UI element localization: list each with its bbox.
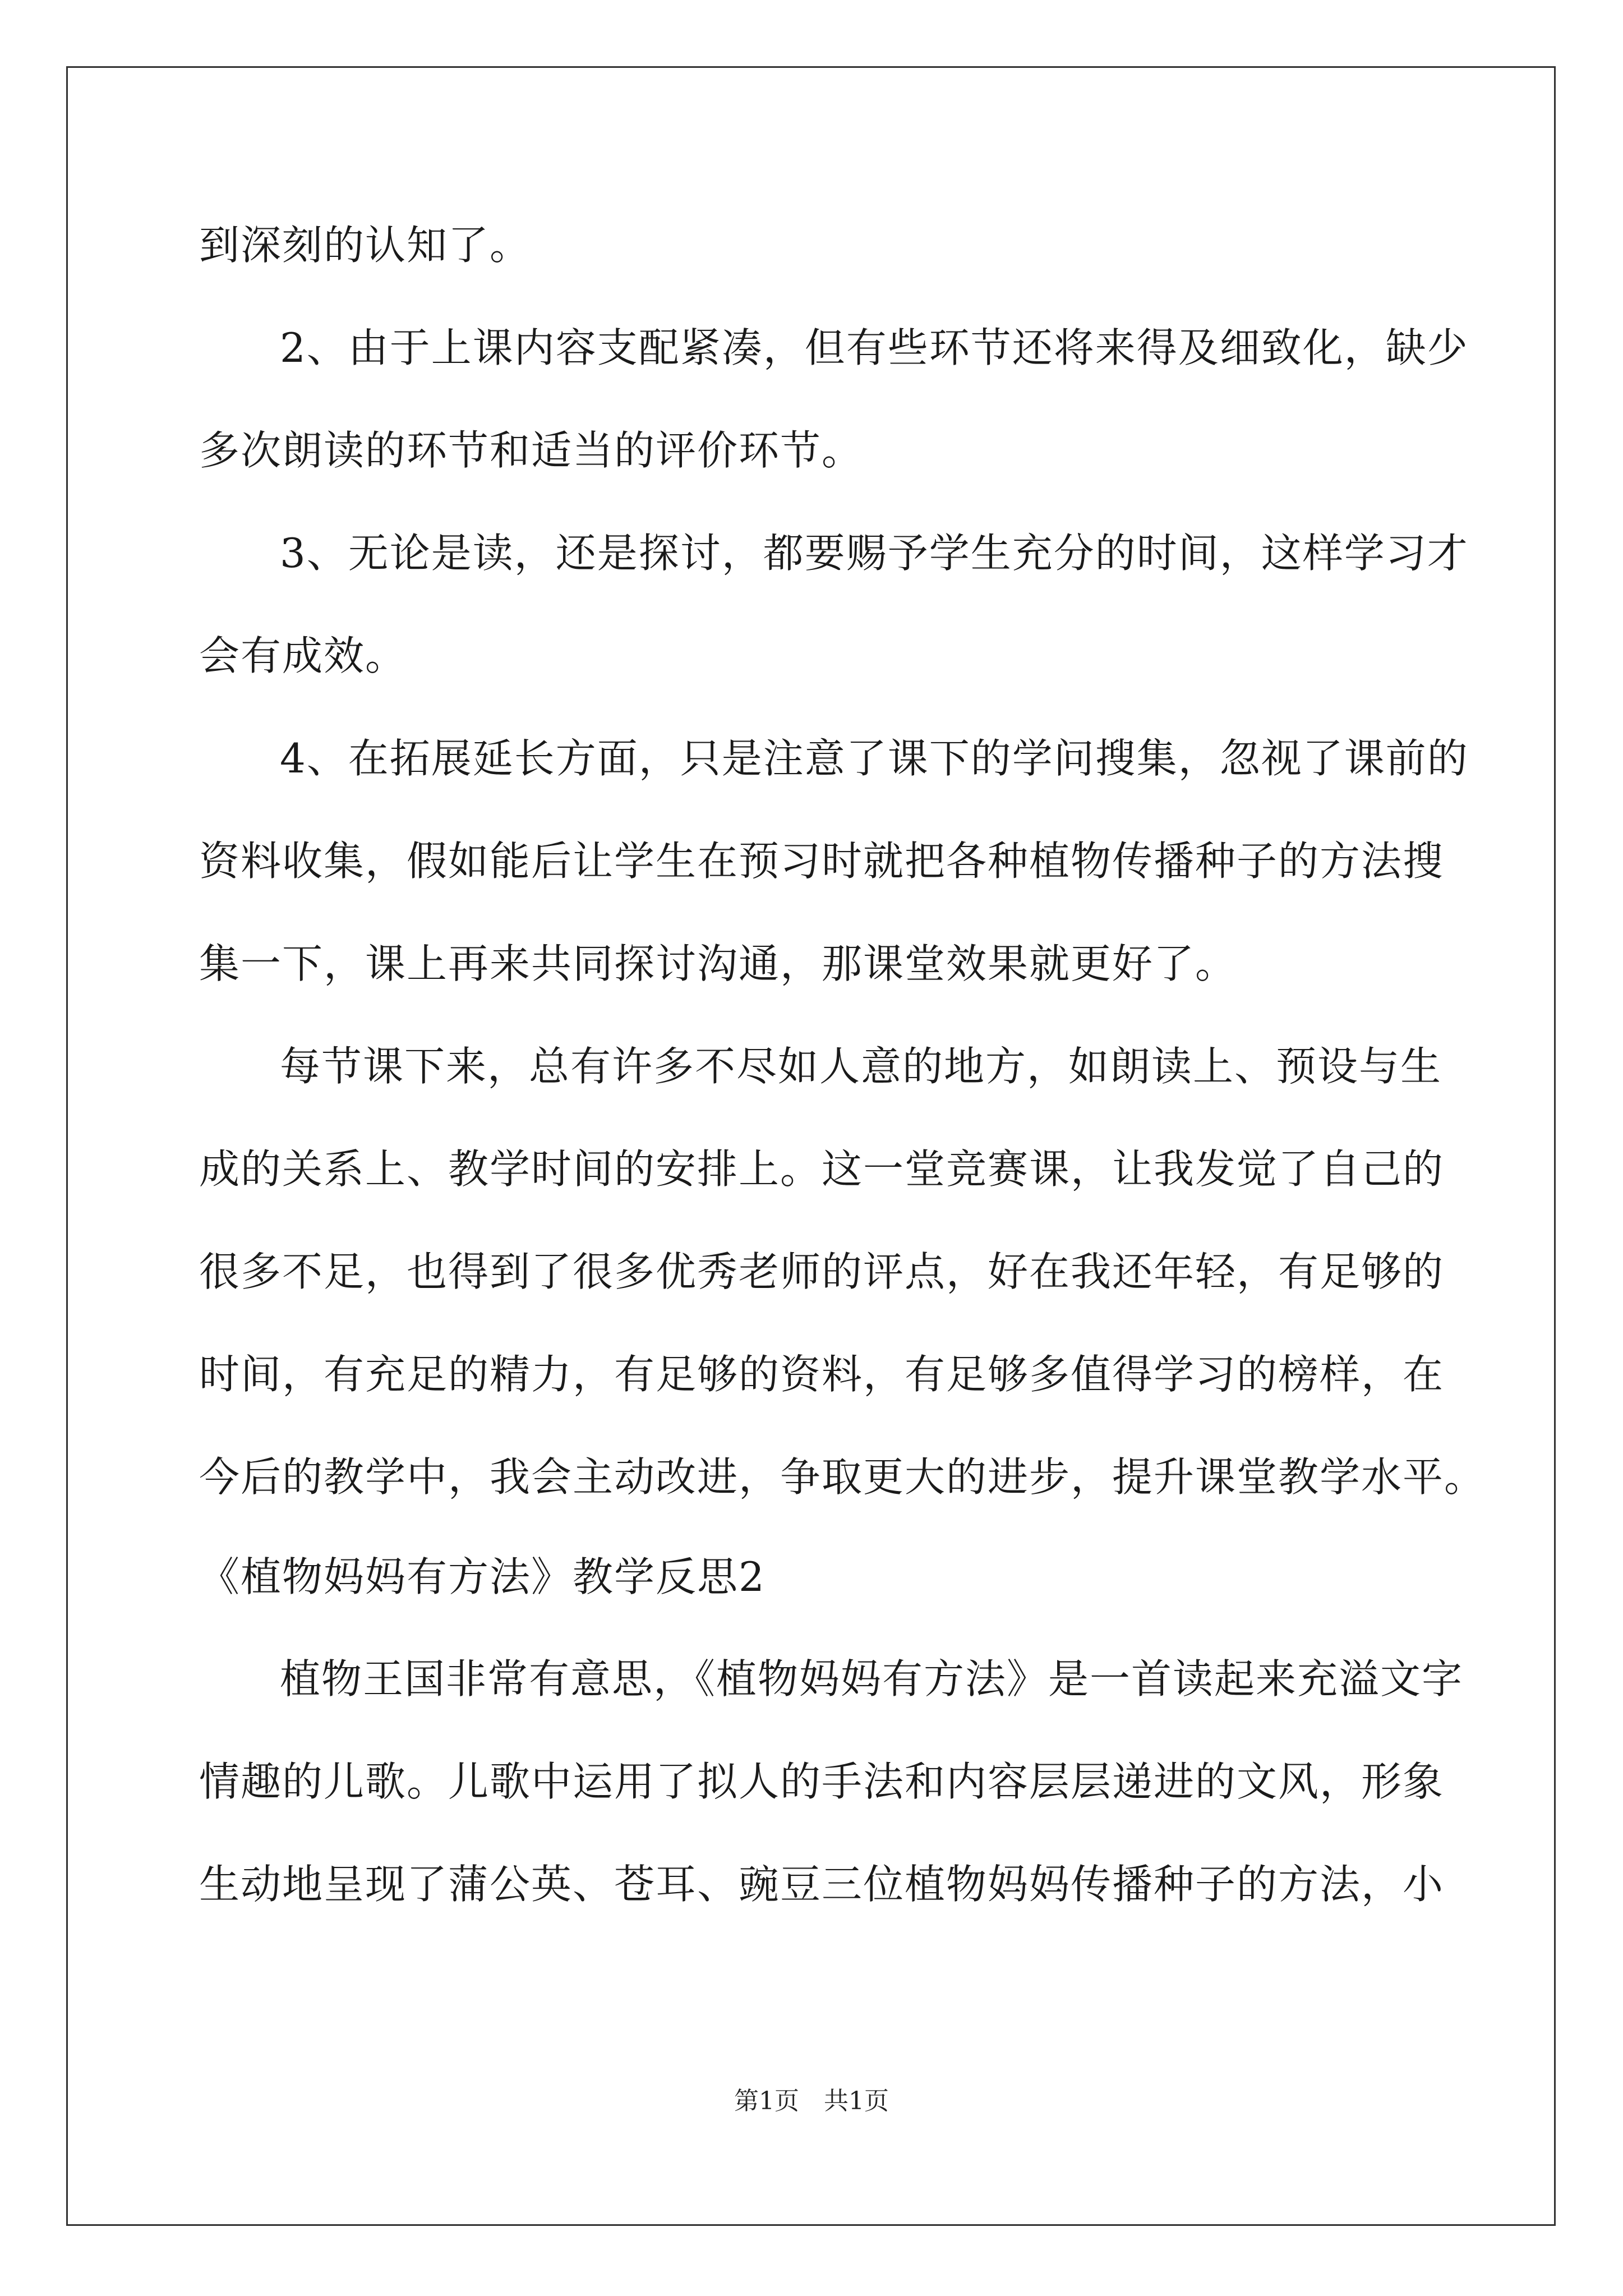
text-line: 每节课下来，总有许多不尽如人意的地方，如朗读上、预设与生 xyxy=(280,1043,1442,1090)
text-line: 会有成效。 xyxy=(199,632,407,679)
text-line: 4、在拓展延长方面，只是注意了课下的学问搜集，忽视了课前的 xyxy=(280,735,1469,782)
text-line: 生动地呈现了蒲公英、苍耳、豌豆三位植物妈妈传播种子的方法，小 xyxy=(199,1861,1445,1908)
text-line: 2、由于上课内容支配紧凑，但有些环节还将来得及细致化，缺少 xyxy=(280,324,1469,371)
text-line: 资料收集，假如能后让学生在预习时就把各种植物传播种子的方法搜 xyxy=(199,838,1445,885)
text-line: 植物王国非常有意思，《植物妈妈有方法》是一首读起来充溢文字 xyxy=(280,1655,1464,1703)
text-line: 情趣的儿歌。儿歌中运用了拟人的手法和内容层层递进的文风，形象 xyxy=(199,1758,1445,1805)
text-line: 3、无论是读，还是探讨，都要赐予学生充分的时间，这样学习才 xyxy=(280,530,1469,577)
text-line: 多次朗读的环节和适当的评价环节。 xyxy=(199,427,864,474)
text-line: 集一下，课上再来共同探讨沟通，那课堂效果就更好了。 xyxy=(199,940,1237,987)
text-line: 时间，有充足的精力，有足够的资料，有足够多值得学习的榜样，在 xyxy=(199,1351,1445,1398)
text-line: 到深刻的认知了。 xyxy=(199,222,532,269)
text-line: 成的关系上、教学时间的安排上。这一堂竞赛课，让我发觉了自己的 xyxy=(199,1145,1445,1193)
text-line: 今后的教学中，我会主动改进，争取更大的进步，提升课堂教学水平。 xyxy=(199,1453,1486,1501)
text-line: 很多不足，也得到了很多优秀老师的评点，好在我还年轻，有足够的 xyxy=(199,1248,1445,1295)
section-heading: 《植物妈妈有方法》教学反思2 xyxy=(199,1553,766,1600)
page-footer: 第1页 共1页 xyxy=(734,2087,889,2115)
